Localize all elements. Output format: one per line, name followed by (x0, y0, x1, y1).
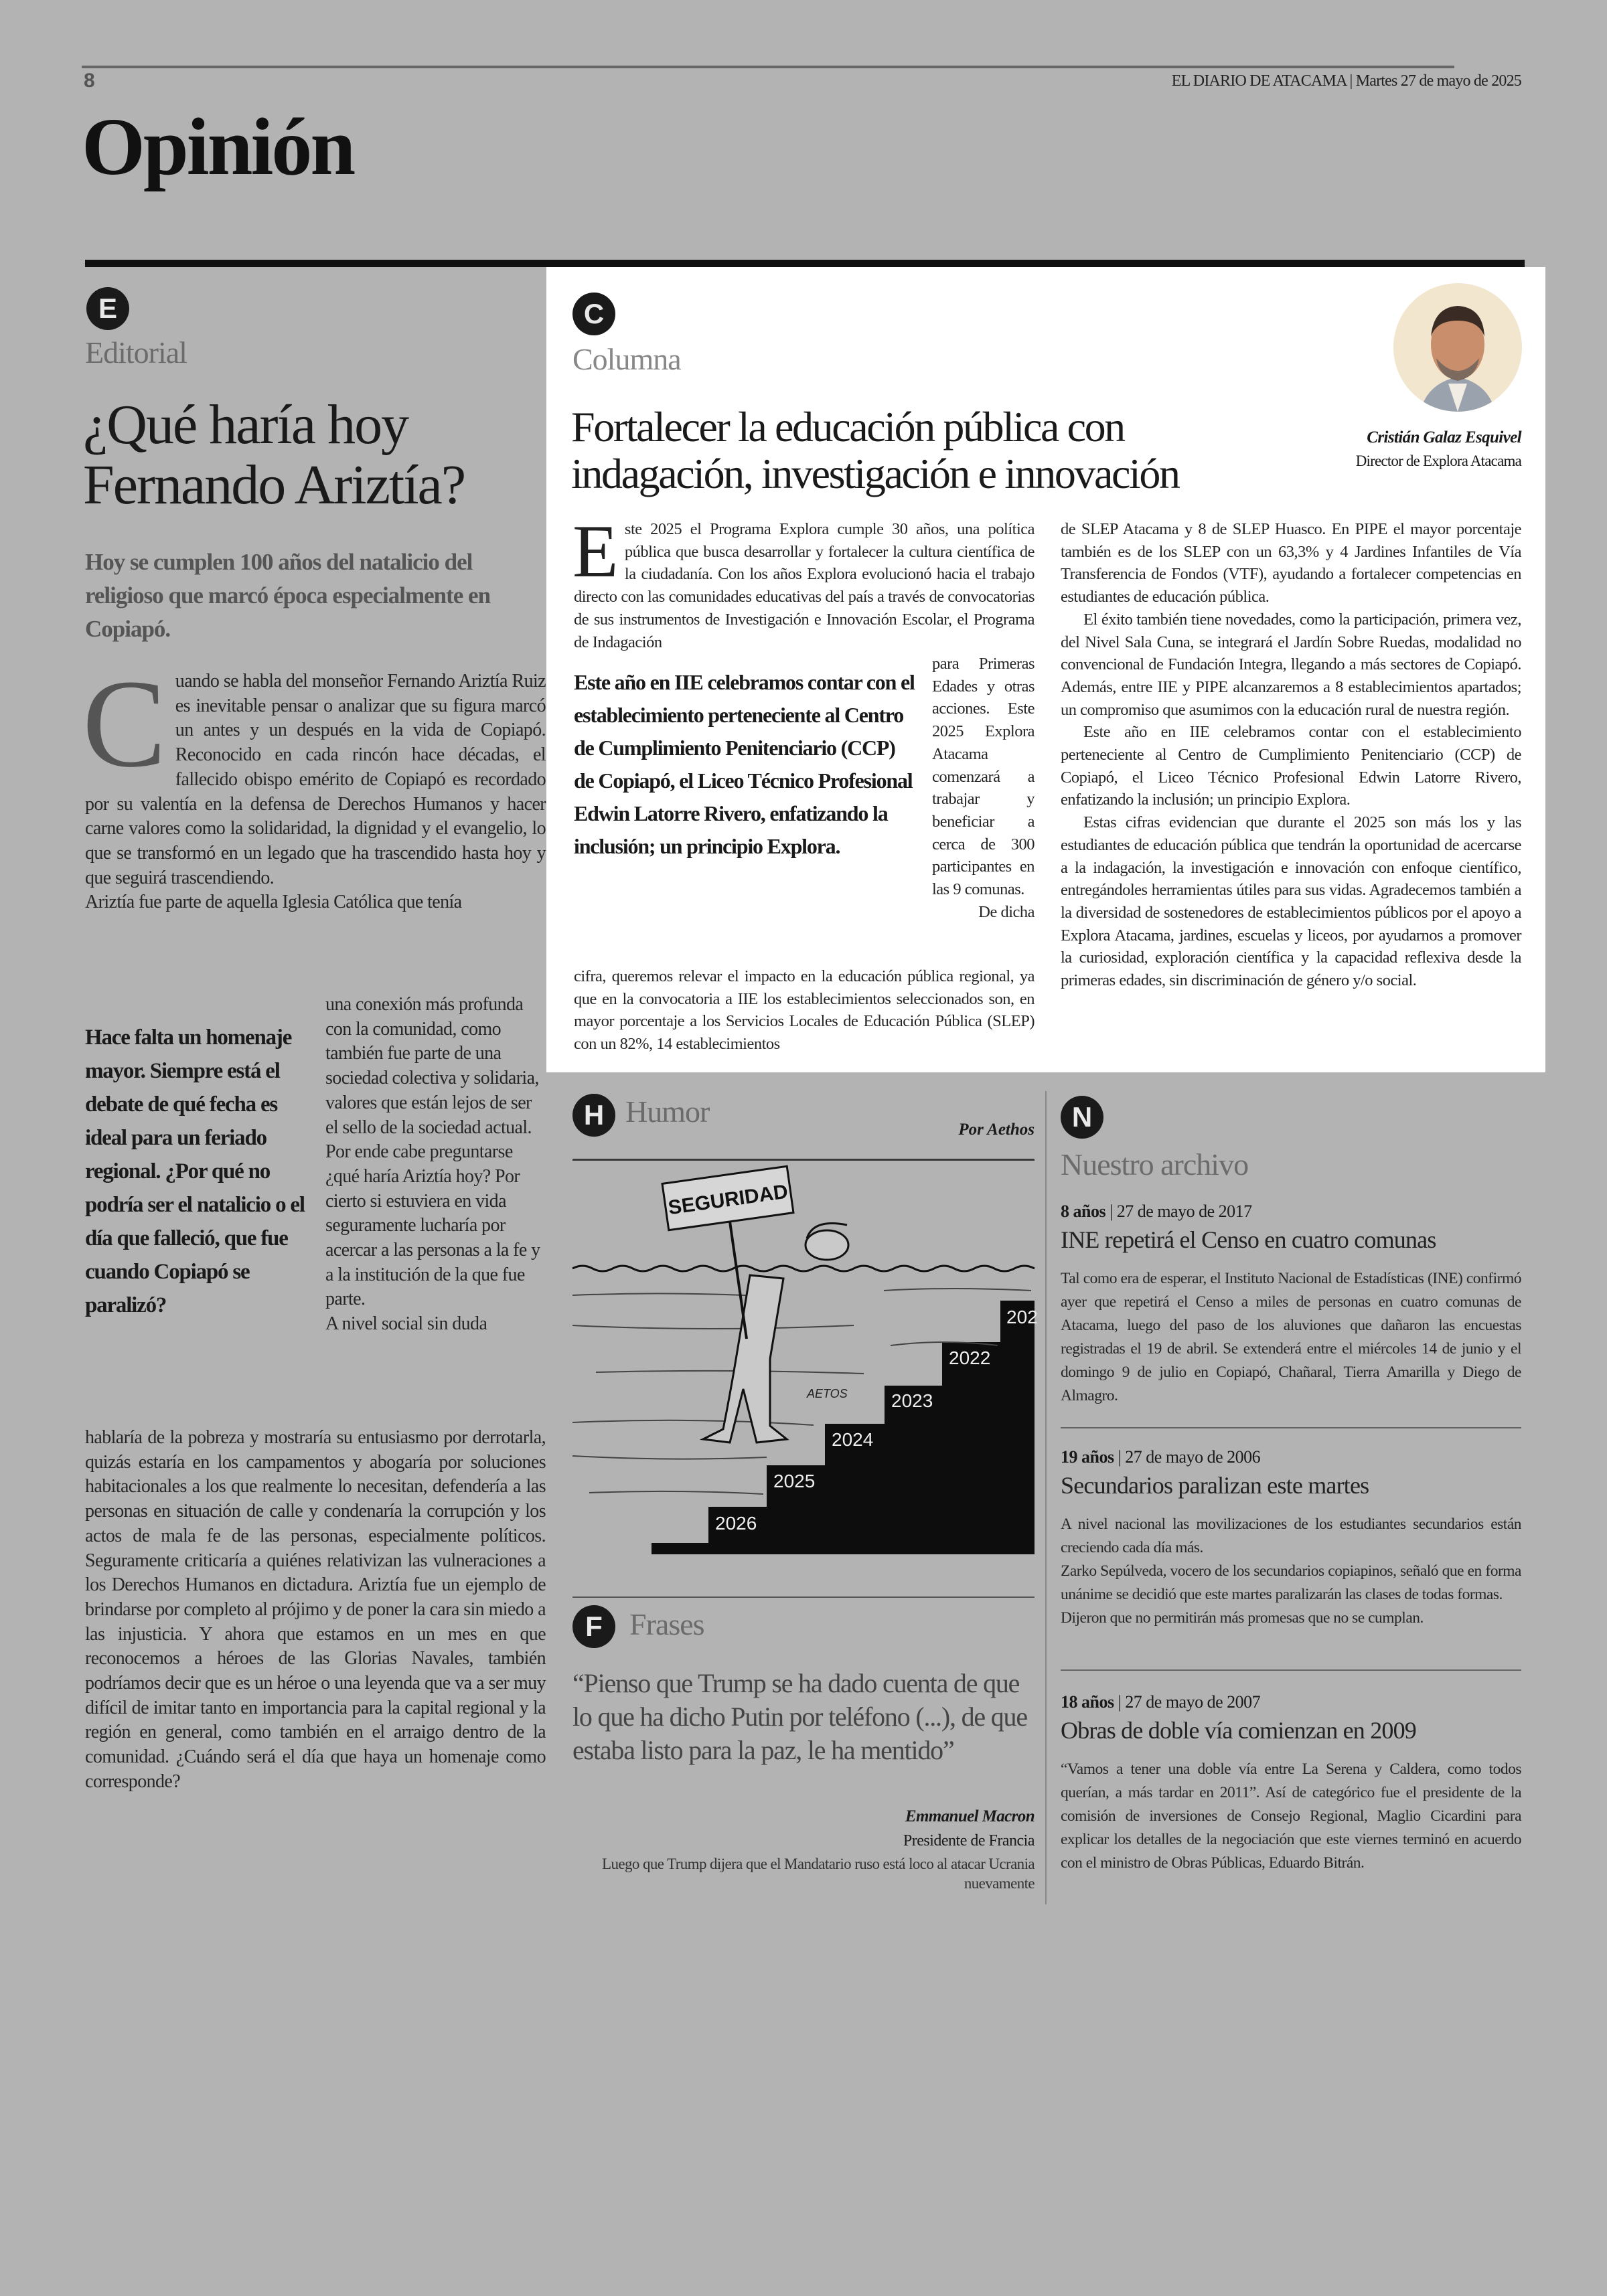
editorial-label: Editorial (85, 335, 187, 370)
editorial-body-narrow (325, 993, 546, 1337)
body-paragraph: El éxito también tiene novedades, como la participación, primera vez, del Nivel Sala Cuna, se integrará el Jardín Sobre Ruedas, modalidad no convencional de Fundación Integra, llegando a más sectores de Copiapó. Además, entre IIE y PIPE alcanzaremos a 8 establecimientos apartados; un compromiso que asumimos con la educación rural de nuestra región. (1061, 610, 1521, 719)
step-label: 2024 (832, 1429, 874, 1450)
drop-cap: C (82, 653, 166, 793)
paper-name: EL DIARIO DE ATACAMA (1171, 72, 1347, 90)
entry-headline: INE repetirá el Censo en cuatro comunas (1061, 1226, 1436, 1253)
cartoonist-signature: AETOS (807, 1387, 848, 1400)
entry-headline: Secundarios paralizan este martes (1061, 1472, 1369, 1499)
editorial-pull-quote: Hace falta un homenaje mayor. Siempre está el debate de qué fecha es ideal para un feriado regional. ¿Por qué no podría ser el natalicio o el día que falleció, que fue cuando Copiapó se paralizó? (85, 1026, 305, 1317)
sign-text: SEGURIDAD (666, 1180, 789, 1220)
step-label: 2026 (715, 1513, 757, 1534)
editorial-deck: Hoy se cumplen 100 años del natalicio del religioso que marcó época especialmente en Copiapó. (85, 549, 491, 642)
stairs-icon (652, 1301, 1035, 1554)
headline-line: Fortalecer la educación pública con (571, 403, 1124, 450)
archive-label: Nuestro archivo (1061, 1147, 1249, 1181)
entry-date: 27 de mayo de 2017 (1116, 1202, 1252, 1221)
entry-paragraph: “Vamos a tener una doble vía entre La Serena y Caldera, como todos querían, a más tardar en 2011”. Así de categórico fue el presidente de la comisión de inversiones de Consejo Regional, Maglio Cicardini para explicar los detalles de la negociación que este viernes terminó en acuerdo con el ministro de Obras Públicas, Eduardo Bitrán. (1061, 1760, 1521, 1872)
drop-cap: E (572, 510, 618, 593)
entry-paragraph: Dijeron que no permitirán más promesas que no se cumplan. (1061, 1609, 1424, 1627)
humor-label: Humor (625, 1094, 710, 1129)
entry-paragraph: A nivel nacional las movilizaciones de los estudiantes secundarios están creciendo cada día más. (1061, 1515, 1521, 1556)
archive-badge: N (1061, 1096, 1103, 1139)
page-title: Opinión (82, 102, 354, 192)
cartoon (562, 1165, 1038, 1566)
editorial-badge: E (86, 287, 129, 330)
person-portrait-icon (1393, 283, 1522, 412)
headline-line: Fernando Ariztía? (83, 454, 465, 516)
quote-context: Luego que Trump dijera que el Mandatario ruso está loco al atacar Ucrania nuevamente (602, 1856, 1035, 1892)
frases-quote: “Pienso que Trump se ha dado cuenta de que lo que ha dicho Putin por teléfono (...), de que estaba listo para la paz, le ha mentido” (572, 1668, 1027, 1765)
frases-label: Frases (629, 1607, 704, 1641)
humor-byline: Por Aethos (958, 1121, 1035, 1139)
column-body-narrow (932, 653, 1035, 923)
body-text: Ariztía fue parte de aquella Iglesia Católica que tenía (85, 892, 462, 913)
archive-rule (1061, 1669, 1521, 1671)
column-pull-quote: Este año en IIE celebramos contar con el establecimiento perteneciente al Centro de Cumplimiento Penitenciario (CCP) de Copiapó, el Liceo Técnico Profesional Edwin Latorre Rivero, enfatizando la inclusión; un principio Explora. (574, 670, 915, 858)
body-text: uando se habla del monseñor Fernando Ariztía Ruiz es inevitable pensar o analizar que su figura marcó un antes y un después en la vida de Copiapó. Reconocido en cada rincón hace décadas, el fallecido obispo emérito de Copiapó es recordado por su valentía en la defensa de Derechos Humanos y hacer carne valores como la solidaridad, la dignidad y el evangelio, lo que se transformó en un legado que ha trascendido hasta hoy y que seguirá trascendiendo. (85, 671, 546, 888)
page-number: 8 (84, 70, 95, 92)
drowning-man-icon (703, 1224, 848, 1443)
years-ago: 19 años (1061, 1447, 1114, 1467)
body-text: ste 2025 el Programa Explora cumple 30 años, una política pública que busca desarrollar y fortalecer la cultura científica de la ciudadanía. Con los años Explora evolucionó hacia el trabajo directo con las comunidades educativas del país a través de convocatorias de sus instrumentos de Investigación e Innovación Escolar, el Programa de Indagación (574, 520, 1035, 651)
issue-date: Martes 27 de mayo de 2025 (1355, 72, 1521, 90)
years-ago: 18 años (1061, 1692, 1114, 1712)
separator: | (1349, 72, 1353, 90)
step-label: 202 (1006, 1307, 1038, 1327)
frases-rule (572, 1596, 1035, 1598)
frases-badge: F (572, 1605, 615, 1648)
column-body-intro (572, 510, 1035, 653)
humor-badge: H (572, 1094, 615, 1137)
entry-date: 27 de mayo de 2006 (1125, 1447, 1261, 1467)
body-text: una conexión más profunda con la comunidad, como también fue parte de una sociedad colectiva y solidaria, valores que están lejos de ser el sello de la sociedad actual. (325, 994, 539, 1138)
body-paragraph: Estas cifras evidencian que durante el 2025 son más los y las estudiantes de educación pública que tendrán la oportunidad de acercarse a la indagación, la investigación e innovación con enfoque científico, entregándoles herramientas útiles para sus vidas. Agradecemos también a la diversidad de sostenedores de establecimientos públicos por el apoyo a Explora Atacama, jardines, escuelas y liceos, por ayudarnos a promover la curiosidad, exploración científica y la capacidad reflexiva desde la primeras edades, sin discriminación de género y/o social. (1061, 813, 1521, 990)
author-name: Cristián Galaz Esquivel (1367, 428, 1521, 446)
archive-divider (1045, 1091, 1047, 1904)
sign (662, 1166, 793, 1230)
author-role: Director de Explora Atacama (1355, 453, 1521, 469)
editorial-body-intro (82, 653, 546, 915)
water-surface (572, 1266, 1035, 1271)
archive-entry: 18 años | 27 de mayo de 2007 Obras de doble vía comienzan en 2009 “Vamos a tener una doble vía entre La Serena y Caldera, como todos querían, a más tardar en 2011”. Así de categórico fue el presidente de la comisión de inversiones de Consejo Regional, Maglio Cicardini para explicar los detalles de la negociación que este viernes terminó en acuerdo con el ministro de Obras Públicas, Eduardo Bitrán. (1061, 1692, 1521, 1875)
column-badge: C (572, 293, 615, 335)
body-paragraph: Este año en IIE celebramos contar con el establecimiento perteneciente al Centro de Cumplimiento Penitenciario (CCP) de Copiapó, el Liceo Técnico Profesional Edwin Latorre Rivero, enfatizando la inclusión; un principio Explora. (1061, 723, 1521, 809)
quote-speaker: Emmanuel Macron (905, 1807, 1035, 1825)
body-text: A nivel social sin duda (325, 1313, 487, 1335)
column-body-right (1061, 518, 1521, 992)
column-body-end: cifra, queremos relevar el impacto en la educación pública regional, ya que en la convocatoria a IIE los establecimientos seleccionados son, en mayor porcentaje a los Servicios Locales de Educación Pública (SLEP) con un 82%, 14 establecimientos (574, 967, 1035, 1054)
body-paragraph: de SLEP Atacama y 8 de SLEP Huasco. En PIPE el mayor porcentaje también es de los SLEP con un 63,3% y 4 Jardines Infantiles de Vía Transferencia de Fondos (VTF), ayudando a fortalecer competencias en estudiantes de educación pública. (1061, 520, 1521, 606)
step-label: 2022 (949, 1347, 991, 1368)
entry-paragraph: Zarko Sepúlveda, vocero de los secundarios copiapinos, señaló que en forma unánime se decidió que este martes paralizarán las clases de todas formas. (1061, 1562, 1521, 1603)
entry-date: 27 de mayo de 2007 (1125, 1692, 1261, 1712)
column-label: Columna (572, 342, 681, 376)
editorial-headline (83, 395, 465, 515)
body-text: De dicha (978, 902, 1035, 921)
entry-headline: Obras de doble vía comienzan en 2009 (1061, 1717, 1417, 1744)
editorial-body-end: hablaría de la pobreza y mostraría su entusiasmo por derrotarla, quizás estaría en los campamentos y abogaría por soluciones habitacionales a los que realmente lo necesitan, defendería a las personas en situación de calle y condenaría la corrupción y los actos de mala fe de las personas, especialmente políticos. Seguramente criticaría a quiénes relativizan las vulneraciones a los Derechos Humanos en dictadura. Ariztía fue un ejemplo de brindarse por completo al prójimo y de poner la cara sin miedo a las injusticia. Y ahora que estamos en un mes en que reconocemos a héroes de las Glorias Navales, también podríamos decir que es un héroe o una leyenda que va a ser muy difícil de imitar tanto en importancia para la capital regional y la región en general, como también en el arraigo dentro de la comunidad. ¿Cuándo será el día que haya un homenaje como corresponde? (85, 1427, 546, 1792)
years-ago: 8 años (1061, 1202, 1106, 1221)
sign-pole (730, 1222, 747, 1339)
masthead-info (1172, 72, 1521, 90)
body-text: para Primeras Edades y otras acciones. Este 2025 Explora Atacama comenzará a trabajar y beneficiar a cerca de 300 participantes en las 9 comunas. (932, 655, 1035, 899)
headline-line: ¿Qué haría hoy (83, 394, 408, 456)
archive-entry: 8 años | 27 de mayo de 2017 INE repetirá el Censo en cuatro comunas Tal como era de esperar, el Instituto Nacional de Estadísticas (INE) confirmó ayer que repetirá el Censo a miles de personas en cuatro comunas de Atacama, luego del paso de los aluviones que dañaron las encuestas registradas el 19 de abril. Se extenderá entre el miércoles 14 de junio y el domingo 9 de julio en Copiapó, Chañaral, Tierra Amarilla y Diego de Almagro. (1061, 1202, 1521, 1408)
top-rule (82, 66, 1454, 68)
archive-entry: 19 años | 27 de mayo de 2006 Secundarios paralizan este martes A nivel nacional las movilizaciones de los estudiantes secundarios están creciendo cada día más. Zarko Sepúlveda, vocero de los secundarios copiapinos, señaló que en forma unánime se decidió que este martes paralizarán las clases de todas formas. Dijeron que no permitirán más promesas que no se cumplan. (1061, 1447, 1521, 1630)
column-headline (571, 404, 1179, 497)
section-rule (85, 260, 1525, 267)
quote-speaker-role: Presidente de Francia (903, 1832, 1035, 1850)
archive-rule (1061, 1427, 1521, 1428)
step-label: 2023 (891, 1390, 933, 1411)
step-label: 2025 (773, 1471, 816, 1491)
author-photo (1393, 283, 1522, 412)
body-text: Por ende cabe preguntarse ¿qué haría Ariztía hoy? Por cierto si estuviera en vida seguramente lucharía por acercar a las personas a la fe y a la institución de la que fue parte. (325, 1141, 540, 1310)
humor-rule (572, 1159, 1035, 1161)
headline-line: indagación, investigación e innovación (571, 450, 1179, 497)
entry-paragraph: Tal como era de esperar, el Instituto Nacional de Estadísticas (INE) confirmó ayer que repetirá el Censo a miles de personas en cuatro comunas de Atacama, luego del paso de los aluviones que dañaron las encuestas registradas el 19 de abril. Se extenderá entre el miércoles 14 de junio y el domingo 9 de julio en Copiapó, Chañaral, Tierra Amarilla y Diego de Almagro. (1061, 1270, 1521, 1404)
